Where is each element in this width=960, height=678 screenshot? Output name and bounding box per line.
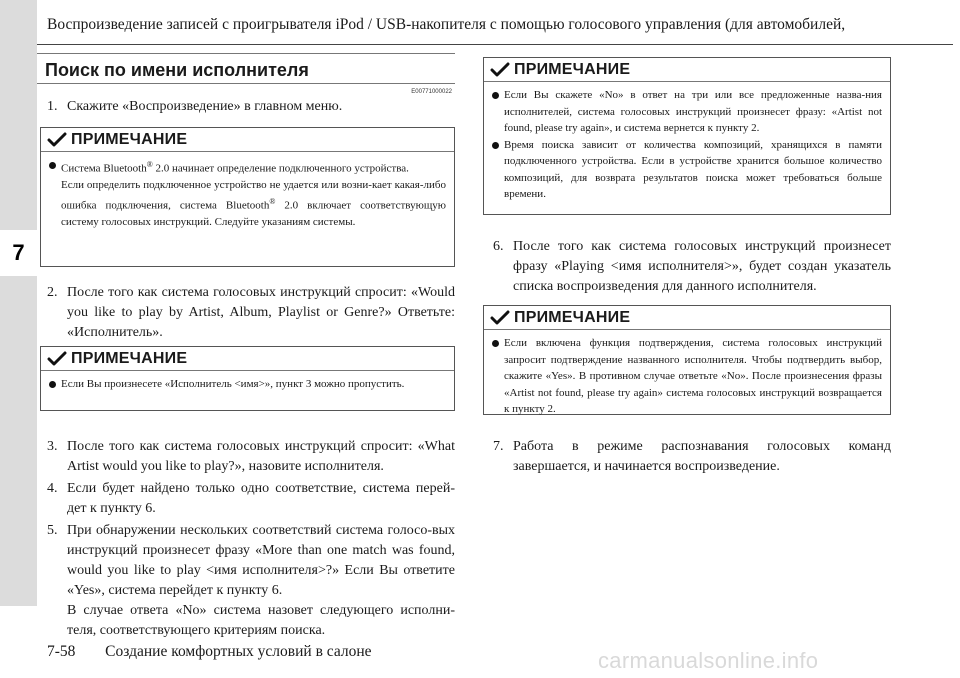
step-3 <box>47 437 455 477</box>
note-item <box>492 137 882 203</box>
step-6 <box>493 237 891 297</box>
chapter-number: 7 <box>12 240 25 265</box>
step-number: 7. <box>493 439 504 454</box>
step-text: После того как система голосовых инструкций спросит: «What Artist would you like to play?», назовите исполнителя. <box>67 439 455 474</box>
step-text: При обнаружении нескольких соответствий система голосо-вых инструкций произнесет фразу «More than one match was found, would you like to play <имя исполнителя>?» Если Вы ответите «Yes», система перейдет к пункту 6. <box>67 523 455 598</box>
page-number: 7-58 <box>47 643 76 660</box>
bullet-icon <box>492 92 499 99</box>
note-label: ПРИМЕЧАНИЕ <box>71 349 188 367</box>
step-text: Работа в режиме распознавания голосовых команд завершается, и начинается воспроизведение. <box>513 439 891 474</box>
note-text: 2.0 включает соответствующую систему голосовых инструкций. Следуйте указаниям системы. <box>61 199 447 228</box>
step-number: 2. <box>47 285 58 300</box>
note-text: Время поиска зависит от количества композиций, хранящихся в памяти подключенного устройства. Если в устройстве хранится большое количество композиций, для возврата результатов поиска может требоваться больше времени. <box>504 138 882 200</box>
chapter-tab <box>0 230 37 276</box>
section-title: Поиск по имени исполнителя <box>37 53 455 84</box>
note-heading <box>484 58 890 81</box>
note-text: Если Вы скажете «No» в ответ на три или все предложенные назва-ния исполнителей, система голосовых инструкций произнесет фразу: «Artist not found, please try again», и система вернется к пункту 2. <box>504 89 882 134</box>
checkmark-icon <box>47 351 67 367</box>
checkmark-icon <box>47 132 67 148</box>
registered-mark: ® <box>269 196 276 206</box>
section-code: E00771000022 <box>411 89 452 95</box>
step-text-continued: В случае ответа «No» система назовет следующего исполни-теля, соответствующего критериям поиска. <box>67 603 455 638</box>
chapter-sidebar <box>0 0 37 606</box>
note-text: Если включена функция подтверждения, система голосовых инструкций запросит подтверждение названного исполнителя. Чтобы подтвердить выбор, скажите «Yes». В противном случае ответьте «No». После произнесения фразы «Artist not found, please try again» система голосовых инструкций возвращается к пункту 2. <box>504 337 882 415</box>
watermark: carmanualsonline.info <box>598 648 819 673</box>
note-box-2 <box>40 346 455 411</box>
header-rule <box>37 44 953 45</box>
bullet-icon <box>49 381 56 388</box>
chapter-title: Создание комфортных условий в салоне <box>105 643 372 660</box>
note-label: ПРИМЕЧАНИЕ <box>71 130 188 148</box>
note-item <box>492 87 882 137</box>
running-header: Воспроизведение записей с проигрывателя iPod / USB-накопителя с помощью голосового управления (для автомобилей, <box>47 16 846 33</box>
step-5 <box>47 521 455 641</box>
step-number: 4. <box>47 481 58 496</box>
note-item <box>49 157 446 230</box>
note-box-3 <box>483 57 891 215</box>
note-box-1 <box>40 127 455 267</box>
checkmark-icon <box>490 310 510 326</box>
note-heading <box>484 306 890 329</box>
step-number: 1. <box>47 99 58 114</box>
step-number: 3. <box>47 439 58 454</box>
step-text: После того как система голосовых инструкций спросит: «Would you like to play by Artist, Album, Playlist or Genre?» Ответьте: «Исполнитель». <box>67 285 455 340</box>
step-text: Скажите «Воспроизведение» в главном меню. <box>67 99 343 114</box>
bullet-icon <box>492 142 499 149</box>
checkmark-icon <box>490 62 510 78</box>
note-label: ПРИМЕЧАНИЕ <box>514 308 631 326</box>
note-item <box>492 335 882 418</box>
note-text: Если определить подключенное устройство не удается или возни-кает какая-либо ошибка подключения, система Bluetooth <box>61 179 446 212</box>
step-4 <box>47 479 455 519</box>
step-text: Если будет найдено только одно соответствие, система перей-дет к пункту 6. <box>67 481 455 516</box>
step-text: После того как система голосовых инструкций произнесет фразу «Playing <имя исполнителя>», будет создан указатель списка воспроизведения для данного исполнителя. <box>513 239 891 294</box>
bullet-icon <box>492 340 499 347</box>
note-heading <box>41 347 454 370</box>
page-footer <box>47 643 372 661</box>
step-2 <box>47 283 455 343</box>
note-text: Если Вы произнесете «Исполнитель <имя>», пункт 3 можно пропустить. <box>61 378 405 390</box>
note-heading <box>41 128 454 151</box>
step-7 <box>493 437 891 477</box>
bullet-icon <box>49 162 56 169</box>
step-number: 6. <box>493 239 504 254</box>
note-box-4 <box>483 305 891 415</box>
note-text: 2.0 начинает определение подключенного устройства. <box>152 162 409 175</box>
step-1 <box>47 97 455 117</box>
registered-mark: ® <box>146 160 153 169</box>
note-label: ПРИМЕЧАНИЕ <box>514 60 631 78</box>
note-item <box>49 376 446 393</box>
note-text: Система Bluetooth <box>61 162 147 175</box>
step-number: 5. <box>47 523 58 538</box>
